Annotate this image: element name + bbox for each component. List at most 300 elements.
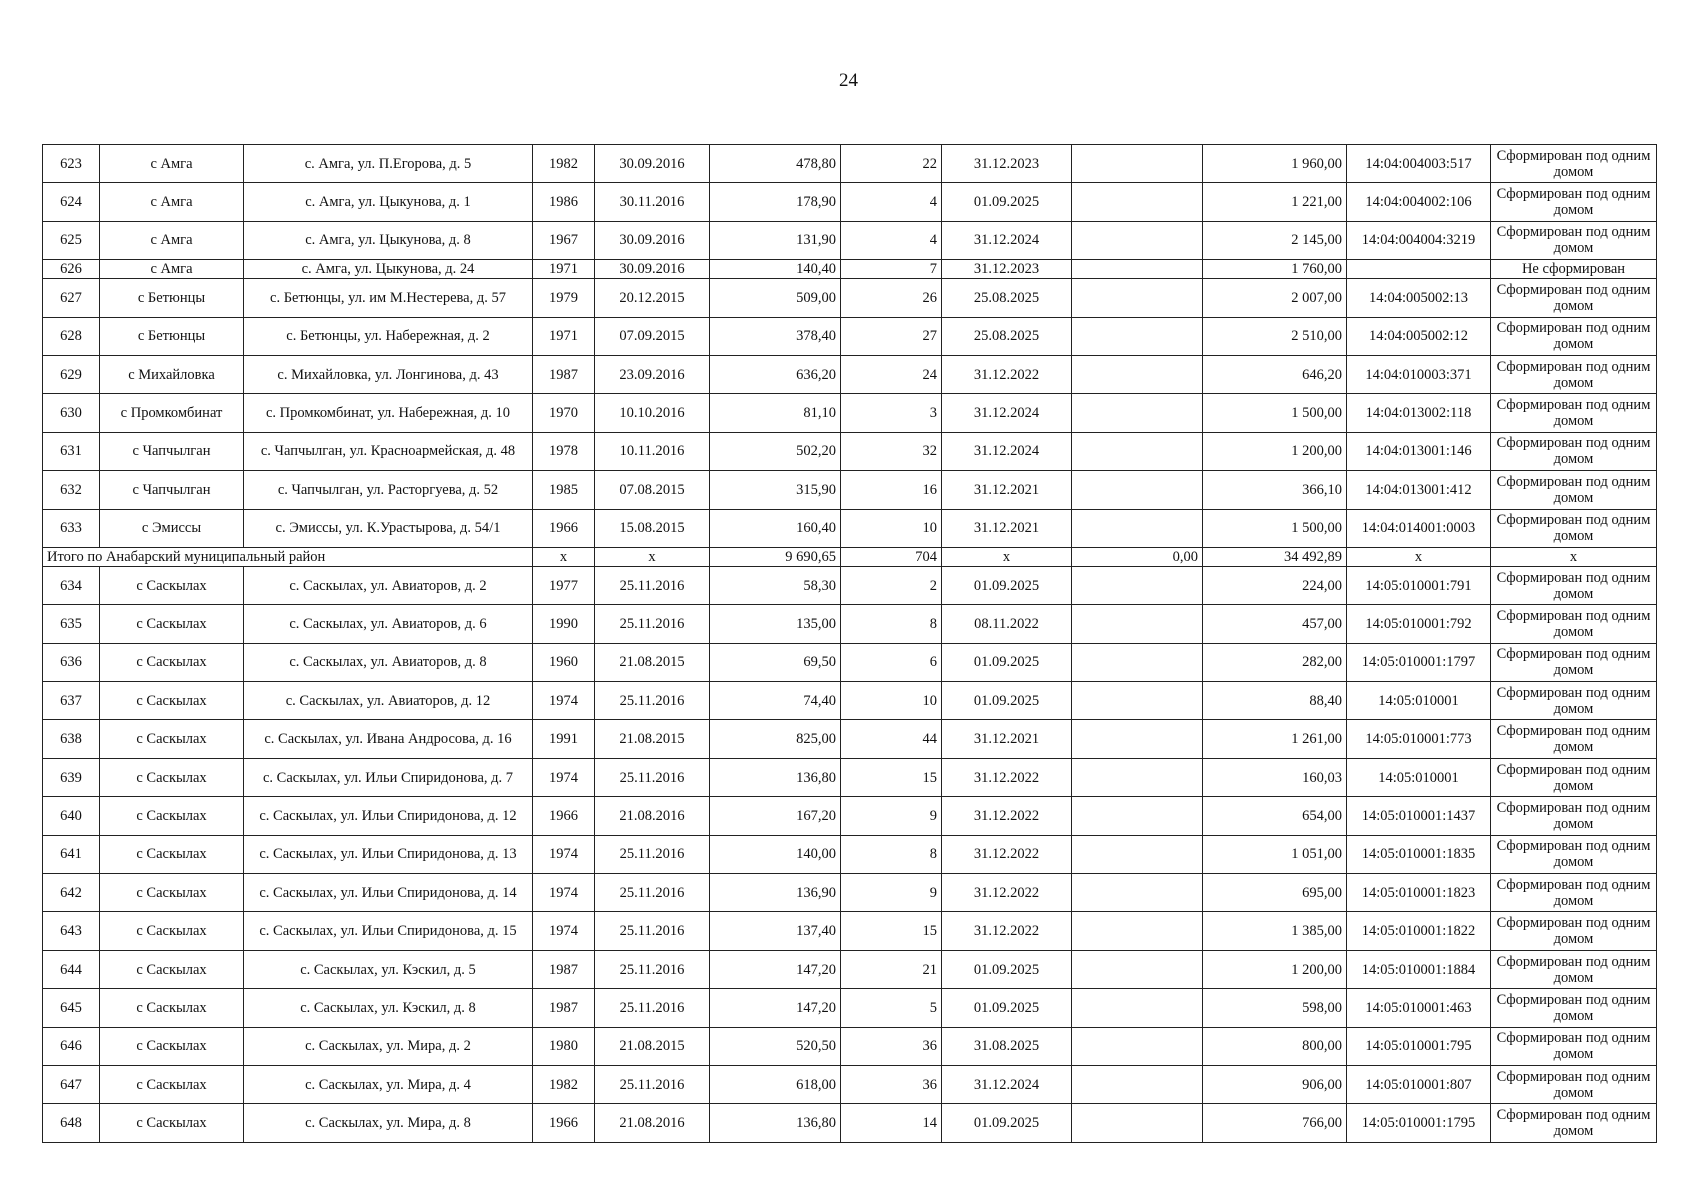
cost-cell: 1 261,00 [1203,720,1347,758]
settlement-cell: с Бетюнцы [100,317,244,355]
year-cell: 1987 [533,989,595,1027]
empty-cell [1072,758,1203,796]
date-cell: 25.11.2016 [595,874,710,912]
cadastral-number-cell: 14:04:004004:3219 [1347,221,1491,259]
deadline-cell: 31.12.2022 [942,355,1072,393]
table-row [43,835,1657,873]
address-cell: с. Саскылах, ул. Авиаторов, д. 2 [244,566,533,604]
date-cell: 30.11.2016 [595,183,710,221]
cadastral-number-cell: 14:04:004003:517 [1347,145,1491,183]
cadastral-number-cell: 14:05:010001:792 [1347,605,1491,643]
table-row [43,1065,1657,1103]
area-cell: 478,80 [710,145,841,183]
residents-cell: 36 [841,1027,942,1065]
address-cell: с. Саскылах, ул. Мира, д. 4 [244,1065,533,1103]
cost-cell: 224,00 [1203,566,1347,604]
address-cell: с. Саскылах, ул. Ильи Спиридонова, д. 15 [244,912,533,950]
table-row [43,605,1657,643]
residents-cell: 8 [841,605,942,643]
residents-cell: 14 [841,1104,942,1142]
settlement-cell: с Чапчылган [100,471,244,509]
page-number: 24 [839,70,858,91]
settlement-cell: с Промкомбинат [100,394,244,432]
table-row [43,874,1657,912]
land-status-cell: Сформирован под одним домом [1491,566,1657,604]
land-status-cell: Сформирован под одним домом [1491,221,1657,259]
empty-cell [1072,1065,1203,1103]
empty-cell [1072,1027,1203,1065]
date-cell: 25.11.2016 [595,605,710,643]
residents-cell: 7 [841,260,942,279]
area-cell: 160,40 [710,509,841,547]
cost-cell: 2 007,00 [1203,279,1347,317]
settlement-cell: с Саскылах [100,1027,244,1065]
empty-cell [1072,682,1203,720]
settlement-cell: с Саскылах [100,758,244,796]
deadline-cell: 31.12.2022 [942,835,1072,873]
settlement-cell: с Эмиссы [100,509,244,547]
settlement-cell: с Саскылах [100,950,244,988]
address-cell: с. Амга, ул. П.Егорова, д. 5 [244,145,533,183]
cost-cell: 766,00 [1203,1104,1347,1142]
year-cell: 1974 [533,758,595,796]
table-row [43,950,1657,988]
table-row [43,471,1657,509]
deadline-cell: 31.12.2022 [942,874,1072,912]
table-row [43,145,1657,183]
table-row [43,758,1657,796]
date-cell: 30.09.2016 [595,221,710,259]
table-row [43,317,1657,355]
residents-cell: 4 [841,221,942,259]
empty-cell [1072,221,1203,259]
settlement-cell: с Саскылах [100,989,244,1027]
area-cell: 136,80 [710,1104,841,1142]
row-number-cell: 623 [43,145,100,183]
cadastral-number-cell: 14:05:010001:1795 [1347,1104,1491,1142]
residents-cell: 8 [841,835,942,873]
area-cell: 618,00 [710,1065,841,1103]
year-cell: 1970 [533,394,595,432]
cost-cell: 1 760,00 [1203,260,1347,279]
empty-cell [1072,912,1203,950]
housing-registry-table [42,144,1657,1143]
table-row [43,643,1657,681]
deadline-cell: 01.09.2025 [942,643,1072,681]
address-cell: с. Саскылах, ул. Авиаторов, д. 8 [244,643,533,681]
cadastral-number-cell: 14:05:010001:795 [1347,1027,1491,1065]
deadline-cell: 31.12.2022 [942,912,1072,950]
address-cell: с. Амга, ул. Цыкунова, д. 1 [244,183,533,221]
year-cell: 1971 [533,317,595,355]
row-number-cell: 648 [43,1104,100,1142]
cost-cell: 1 200,00 [1203,432,1347,470]
deadline-cell: 31.12.2023 [942,145,1072,183]
total-label-cell: Итого по Анабарский муниципальный район [43,547,533,566]
cost-cell: 1 500,00 [1203,394,1347,432]
date-cell: 20.12.2015 [595,279,710,317]
year-cell: 1977 [533,566,595,604]
date-cell: 25.11.2016 [595,758,710,796]
settlement-cell: с Амга [100,221,244,259]
settlement-cell: с Амга [100,183,244,221]
year-cell: 1979 [533,279,595,317]
land-status-cell: Сформирован под одним домом [1491,989,1657,1027]
cost-cell: 1 960,00 [1203,145,1347,183]
year-cell: 1974 [533,912,595,950]
address-cell: с. Амга, ул. Цыкунова, д. 24 [244,260,533,279]
date-cell: 30.09.2016 [595,145,710,183]
table-row [43,394,1657,432]
cadastral-number-cell: 14:05:010001:1884 [1347,950,1491,988]
area-cell: 178,90 [710,183,841,221]
deadline-cell: 31.12.2021 [942,509,1072,547]
deadline-cell: 31.12.2022 [942,758,1072,796]
area-cell: 58,30 [710,566,841,604]
settlement-cell: с Бетюнцы [100,279,244,317]
area-cell: 9 690,65 [710,547,841,566]
table-row [43,720,1657,758]
area-cell: 140,00 [710,835,841,873]
date-cell: 21.08.2015 [595,1027,710,1065]
row-number-cell: 646 [43,1027,100,1065]
residents-cell: 22 [841,145,942,183]
residents-cell: 16 [841,471,942,509]
land-status-cell: Сформирован под одним домом [1491,797,1657,835]
residents-cell: 10 [841,682,942,720]
residents-cell: 2 [841,566,942,604]
date-cell: 21.08.2016 [595,797,710,835]
year-cell: 1971 [533,260,595,279]
row-number-cell: 640 [43,797,100,835]
cost-cell: 88,40 [1203,682,1347,720]
empty-cell [1072,183,1203,221]
table-row [43,1027,1657,1065]
empty-cell [1072,720,1203,758]
address-cell: с. Эмиссы, ул. К.Урастырова, д. 54/1 [244,509,533,547]
address-cell: с. Саскылах, ул. Мира, д. 8 [244,1104,533,1142]
land-status-cell: Сформирован под одним домом [1491,183,1657,221]
land-status-cell: Сформирован под одним домом [1491,720,1657,758]
year-cell: 1986 [533,183,595,221]
table-row [43,797,1657,835]
cost-cell: 800,00 [1203,1027,1347,1065]
row-number-cell: 641 [43,835,100,873]
empty-cell [1072,509,1203,547]
cadastral-number-cell: 14:04:014001:0003 [1347,509,1491,547]
table-body [43,145,1657,1143]
empty-cell [1072,797,1203,835]
address-cell: с. Амга, ул. Цыкунова, д. 8 [244,221,533,259]
settlement-cell: с Саскылах [100,566,244,604]
date-cell: 25.11.2016 [595,682,710,720]
settlement-cell: с Амга [100,145,244,183]
year-cell: 1967 [533,221,595,259]
deadline-cell: 25.08.2025 [942,317,1072,355]
date-cell: 30.09.2016 [595,260,710,279]
year-cell: 1960 [533,643,595,681]
land-status-cell: Сформирован под одним домом [1491,471,1657,509]
land-status-cell: Сформирован под одним домом [1491,682,1657,720]
area-cell: 378,40 [710,317,841,355]
row-number-cell: 637 [43,682,100,720]
empty-cell [1072,471,1203,509]
cost-cell: 2 510,00 [1203,317,1347,355]
table-row [43,566,1657,604]
area-cell: 69,50 [710,643,841,681]
deadline-cell: 01.09.2025 [942,566,1072,604]
cadastral-number-cell [1347,260,1491,279]
deadline-cell: 31.12.2024 [942,221,1072,259]
empty-cell [1072,317,1203,355]
row-number-cell: 634 [43,566,100,604]
row-number-cell: 624 [43,183,100,221]
land-status-cell: x [1491,547,1657,566]
deadline-cell: 31.12.2022 [942,797,1072,835]
cadastral-number-cell: 14:04:005002:13 [1347,279,1491,317]
cadastral-number-cell: 14:05:010001:1822 [1347,912,1491,950]
area-cell: 509,00 [710,279,841,317]
deadline-cell: 31.12.2021 [942,720,1072,758]
deadline-cell: 31.12.2023 [942,260,1072,279]
cadastral-number-cell: 14:04:013001:412 [1347,471,1491,509]
table-row [43,912,1657,950]
residents-cell: 4 [841,183,942,221]
cadastral-number-cell: 14:04:010003:371 [1347,355,1491,393]
empty-cell [1072,874,1203,912]
year-cell: 1987 [533,355,595,393]
year-cell: 1980 [533,1027,595,1065]
residents-cell: 24 [841,355,942,393]
residents-cell: 3 [841,394,942,432]
table-row [43,221,1657,259]
year-cell: 1982 [533,1065,595,1103]
cadastral-number-cell: 14:05:010001 [1347,682,1491,720]
area-cell: 520,50 [710,1027,841,1065]
land-status-cell: Сформирован под одним домом [1491,912,1657,950]
empty-cell [1072,989,1203,1027]
land-status-cell: Не сформирован [1491,260,1657,279]
settlement-cell: с Саскылах [100,797,244,835]
address-cell: с. Саскылах, ул. Ильи Спиридонова, д. 14 [244,874,533,912]
settlement-cell: с Саскылах [100,912,244,950]
deadline-cell: 01.09.2025 [942,989,1072,1027]
row-number-cell: 645 [43,989,100,1027]
year-cell: 1974 [533,682,595,720]
settlement-cell: с Саскылах [100,1065,244,1103]
cost-cell: 160,03 [1203,758,1347,796]
area-cell: 136,90 [710,874,841,912]
deadline-cell: 31.12.2021 [942,471,1072,509]
empty-cell [1072,950,1203,988]
empty-cell: 0,00 [1072,547,1203,566]
address-cell: с. Саскылах, ул. Ильи Спиридонова, д. 12 [244,797,533,835]
area-cell: 74,40 [710,682,841,720]
address-cell: с. Саскылах, ул. Авиаторов, д. 12 [244,682,533,720]
residents-cell: 26 [841,279,942,317]
row-number-cell: 636 [43,643,100,681]
cadastral-number-cell: 14:05:010001:791 [1347,566,1491,604]
date-cell: 25.11.2016 [595,989,710,1027]
row-number-cell: 628 [43,317,100,355]
year-cell: 1991 [533,720,595,758]
empty-cell [1072,355,1203,393]
row-number-cell: 626 [43,260,100,279]
date-cell: 07.09.2015 [595,317,710,355]
land-status-cell: Сформирован под одним домом [1491,317,1657,355]
deadline-cell: 31.12.2024 [942,394,1072,432]
cost-cell: 646,20 [1203,355,1347,393]
table-row [43,509,1657,547]
table-row [43,682,1657,720]
cost-cell: 34 492,89 [1203,547,1347,566]
residents-cell: 704 [841,547,942,566]
land-status-cell: Сформирован под одним домом [1491,279,1657,317]
cadastral-number-cell: 14:05:010001:1437 [1347,797,1491,835]
date-cell: 21.08.2016 [595,1104,710,1142]
area-cell: 81,10 [710,394,841,432]
settlement-cell: с Саскылах [100,682,244,720]
land-status-cell: Сформирован под одним домом [1491,1065,1657,1103]
cost-cell: 654,00 [1203,797,1347,835]
cost-cell: 695,00 [1203,874,1347,912]
year-cell: 1990 [533,605,595,643]
residents-cell: 9 [841,797,942,835]
row-number-cell: 643 [43,912,100,950]
year-cell: 1974 [533,835,595,873]
cadastral-number-cell: 14:05:010001:773 [1347,720,1491,758]
cadastral-number-cell: 14:05:010001:1823 [1347,874,1491,912]
address-cell: с. Саскылах, ул. Кэскил, д. 5 [244,950,533,988]
residents-cell: 32 [841,432,942,470]
row-number-cell: 642 [43,874,100,912]
residents-cell: 21 [841,950,942,988]
year-cell: 1966 [533,1104,595,1142]
address-cell: с. Чапчылган, ул. Красноармейская, д. 48 [244,432,533,470]
year-cell: x [533,547,595,566]
residents-cell: 27 [841,317,942,355]
row-number-cell: 633 [43,509,100,547]
address-cell: с. Саскылах, ул. Авиаторов, д. 6 [244,605,533,643]
land-status-cell: Сформирован под одним домом [1491,605,1657,643]
cost-cell: 282,00 [1203,643,1347,681]
row-number-cell: 638 [43,720,100,758]
land-status-cell: Сформирован под одним домом [1491,874,1657,912]
empty-cell [1072,145,1203,183]
cadastral-number-cell: 14:04:004002:106 [1347,183,1491,221]
date-cell: x [595,547,710,566]
cost-cell: 1 051,00 [1203,835,1347,873]
settlement-cell: с Саскылах [100,1104,244,1142]
cost-cell: 1 385,00 [1203,912,1347,950]
year-cell: 1978 [533,432,595,470]
land-status-cell: Сформирован под одним домом [1491,1027,1657,1065]
area-cell: 167,20 [710,797,841,835]
residents-cell: 36 [841,1065,942,1103]
row-number-cell: 627 [43,279,100,317]
date-cell: 25.11.2016 [595,1065,710,1103]
cadastral-number-cell: 14:05:010001 [1347,758,1491,796]
settlement-cell: с Саскылах [100,874,244,912]
row-number-cell: 625 [43,221,100,259]
row-number-cell: 644 [43,950,100,988]
deadline-cell: x [942,547,1072,566]
cost-cell: 1 500,00 [1203,509,1347,547]
empty-cell [1072,605,1203,643]
settlement-cell: с Чапчылган [100,432,244,470]
row-number-cell: 631 [43,432,100,470]
cadastral-number-cell: 14:05:010001:1835 [1347,835,1491,873]
date-cell: 25.11.2016 [595,912,710,950]
residents-cell: 15 [841,758,942,796]
settlement-cell: с Саскылах [100,835,244,873]
residents-cell: 10 [841,509,942,547]
deadline-cell: 01.09.2025 [942,950,1072,988]
address-cell: с. Михайловка, ул. Лонгинова, д. 43 [244,355,533,393]
address-cell: с. Бетюнцы, ул. им М.Нестерева, д. 57 [244,279,533,317]
cost-cell: 906,00 [1203,1065,1347,1103]
deadline-cell: 31.12.2024 [942,1065,1072,1103]
date-cell: 21.08.2015 [595,720,710,758]
land-status-cell: Сформирован под одним домом [1491,432,1657,470]
year-cell: 1966 [533,509,595,547]
date-cell: 10.10.2016 [595,394,710,432]
settlement-cell: с Саскылах [100,643,244,681]
table-row [43,279,1657,317]
deadline-cell: 01.09.2025 [942,1104,1072,1142]
land-status-cell: Сформирован под одним домом [1491,950,1657,988]
address-cell: с. Саскылах, ул. Ивана Андросова, д. 16 [244,720,533,758]
deadline-cell: 01.09.2025 [942,183,1072,221]
cost-cell: 1 200,00 [1203,950,1347,988]
table-row [43,989,1657,1027]
area-cell: 636,20 [710,355,841,393]
date-cell: 25.11.2016 [595,950,710,988]
area-cell: 315,90 [710,471,841,509]
residents-cell: 6 [841,643,942,681]
deadline-cell: 31.12.2024 [942,432,1072,470]
cadastral-number-cell: 14:05:010001:1797 [1347,643,1491,681]
land-status-cell: Сформирован под одним домом [1491,394,1657,432]
residents-cell: 9 [841,874,942,912]
cadastral-number-cell: 14:05:010001:463 [1347,989,1491,1027]
cadastral-number-cell: x [1347,547,1491,566]
land-status-cell: Сформирован под одним домом [1491,758,1657,796]
empty-cell [1072,260,1203,279]
land-status-cell: Сформирован под одним домом [1491,355,1657,393]
row-number-cell: 635 [43,605,100,643]
settlement-cell: с Саскылах [100,720,244,758]
cost-cell: 598,00 [1203,989,1347,1027]
table-row [43,355,1657,393]
land-status-cell: Сформирован под одним домом [1491,145,1657,183]
year-cell: 1985 [533,471,595,509]
date-cell: 21.08.2015 [595,643,710,681]
empty-cell [1072,394,1203,432]
deadline-cell: 01.09.2025 [942,682,1072,720]
cost-cell: 457,00 [1203,605,1347,643]
empty-cell [1072,1104,1203,1142]
area-cell: 131,90 [710,221,841,259]
residents-cell: 15 [841,912,942,950]
residents-cell: 5 [841,989,942,1027]
row-number-cell: 632 [43,471,100,509]
land-status-cell: Сформирован под одним домом [1491,1104,1657,1142]
district-total-row [43,547,1657,566]
deadline-cell: 31.08.2025 [942,1027,1072,1065]
date-cell: 23.09.2016 [595,355,710,393]
cost-cell: 2 145,00 [1203,221,1347,259]
